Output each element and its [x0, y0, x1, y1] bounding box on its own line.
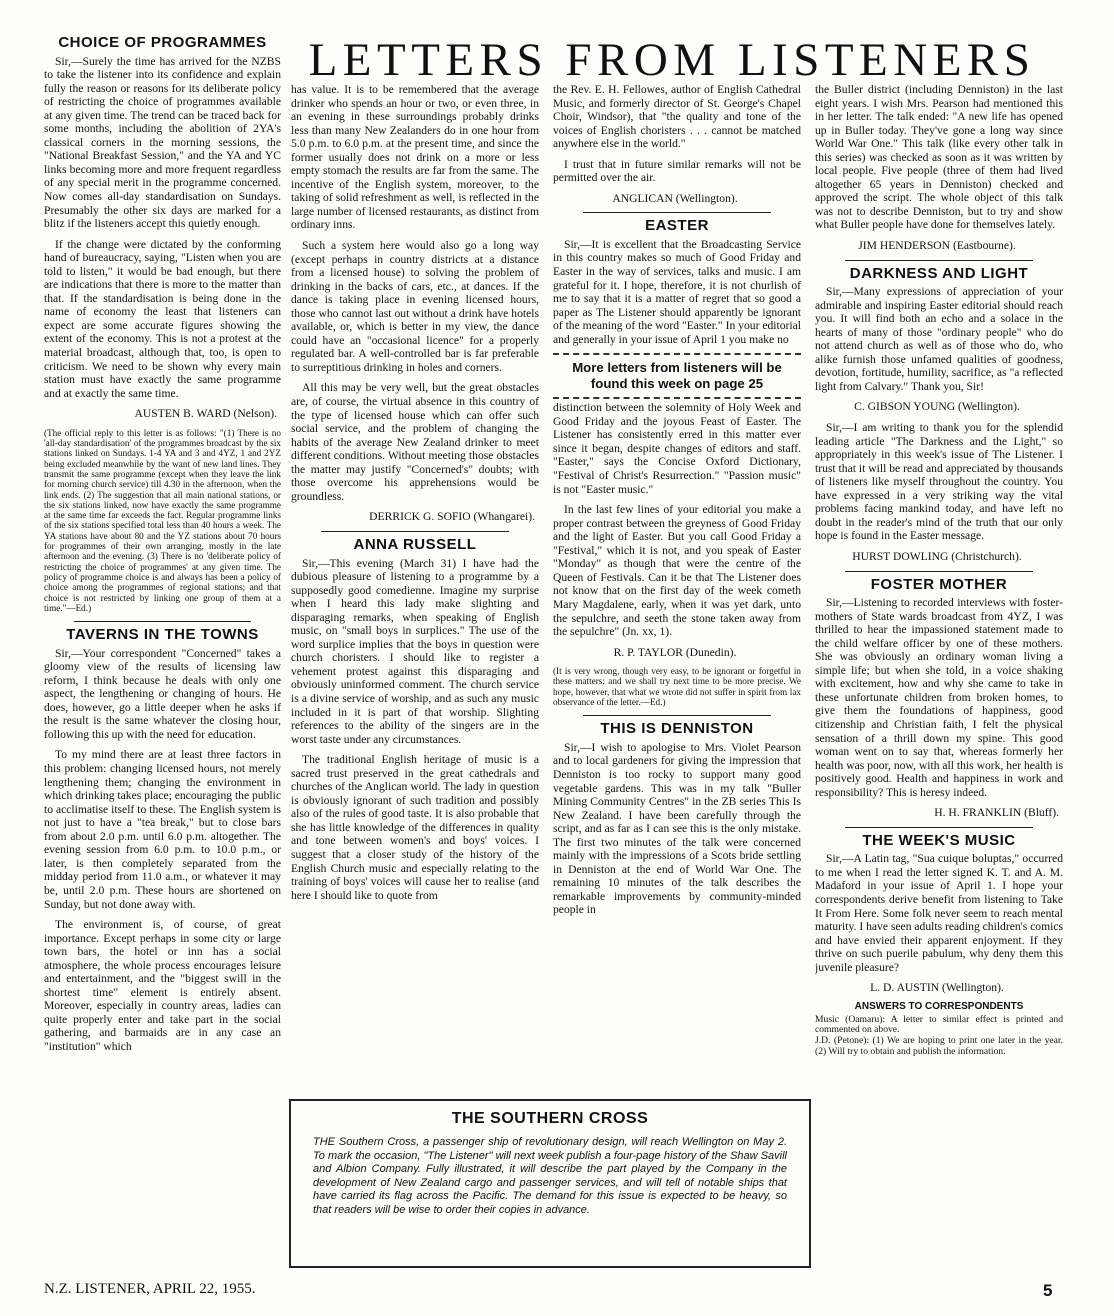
letter-paragraph: All this may be very well, but the great obstacles are, of course, the virtual absence in this country of the type of licensed house which can offer such social service, and the problem of changing the habits of the average New Zealand drinker to meet different conditions. Without meeting those obstacles the matter may justify "Concerned's" doubts; with those overcome his apprehensions would be groundless.: [291, 381, 539, 503]
divider: [845, 571, 1033, 572]
page-number: 5: [1043, 1281, 1053, 1300]
letter-paragraph: distinction between the solemnity of Holy Week and Good Friday and the joyous Feast of Easter. The Listener has consistently erred in this matter ever since it began, despite changes of editors and staff. "Easter," says the Concise Oxford Dictionary, "Festival of Christ's Resurrection." "Passion music" is not "Easter music.": [553, 401, 801, 496]
letter-paragraph: the Buller district (including Denniston) in the last eight years. I wish Mrs. Pearson had mentioned this in her letter. The talk ended: "A new life has opened up in Buller today. They've gone a long way since World War One." This talk (like every other talk in this series) was checked as soon as it was written by local people. Five people (three of them had lived altogether 65 years in Denniston) checked and approved the script. The whole object of this talk was not to describe Denniston, but to try and show what Buller people have done for themselves lately.: [815, 83, 1063, 232]
heading-foster-mother: FOSTER MOTHER: [870, 575, 1008, 593]
letter-paragraph: Sir,—I wish to apologise to Mrs. Violet Pearson and to local gardeners for giving the impression that Denniston is too rocky to support many good vegetable gardens. This was in my talk "Buller Mining Community Centres" in the ZB series This Is New Zealand. I have been carefully through the script, and as far as I can see this is the only mistake. The first two minutes of the talk were concerned mainly with the impressions of a Scots bride settling in Denniston at the end of World War One. The remaining 10 minutes of the talk describes the remarkable improvements by community-minded people in: [553, 740, 801, 917]
heading-the-weeks-music: THE WEEK'S MUSIC: [862, 831, 1016, 849]
column-1: [44, 33, 281, 1269]
letter-paragraph: To my mind there are at least three factors in this problem: changing licensed hours, not merely lengthening them; changing the environment in which drinking takes place; encouraging the public to acclimatise itself to these. The English system is not just to have a "tea break," but to close bars from about 2.0 p.m. until 6.0 p.m. altogether. The evening session from 6.0 p.m. to 10.0 p.m., or later, is then completely separated from the midday period from 11.0 a.m., or whatever it may be, until 2.0 p.m. These hours are shortened on Sunday, but not done away with.: [44, 748, 281, 911]
letter-paragraph: Sir,—A Latin tag, "Sua cuique boluptas," occurred to me when I read the letter signed K. T. and A. M. Madaford in your issue of April 1. I hope your correspondents derive benefit from listening to Take It From Here. Some folk never seem to reach mental maturity. I have seen adults reading children's comics and have envied their apparent enjoyment. If they thrive on such puerile pabulum, why deny them this juvenile pleasure?: [815, 852, 1063, 974]
column-3: [553, 83, 801, 1095]
answers-heading: ANSWERS TO CORRESPONDENTS: [854, 1000, 1024, 1012]
divider: [845, 260, 1033, 261]
letter-paragraph: The environment is, of course, of great importance. Except perhaps in some city or large town bars, the hotel or inn has a social atmosphere, the whole process encourages leisure and entertainment, and the "biggest swill in the shortest time" element is entirely absent. Moreover, especially in country areas, ladies can quite properly enter and take part in the social gathering, and barmaids are in any case an "institution" which: [44, 918, 281, 1053]
editor-note: (It is very wrong, though very easy, to be ignorant or forgetful in these matters; and we shall try next time to be more precise. We hope, however, that what we wrote did not suffer in spirit from lax observance of the letter.—Ed.): [553, 666, 801, 708]
letter-paragraph: Sir,—Listening to recorded interviews with foster-mothers of State wards broadcast from 4YZ, I was thrilled to hear the impassioned statement made to the child welfare officer by one of these mothers. She was obviously an ordinary woman living a simple life; but when she told, in a voice shaking with excitement, how and why she came to take in these unfortunate children from broken homes, to give them the foundations of happiness, good citizenship and Christian faith, I felt the physical sensation of a thrill down my spine. This good woman went on to say that, whereas formerly her health was poor, now, with all this work, her health is positively good. Health and happiness in work and responsibility? This is heresy indeed.: [815, 596, 1063, 799]
letter-paragraph: Sir,—Many expressions of appreciation of your admirable and inspiring Easter editorial should reach you. It will find both an echo and a solace in the hearts of many of those "ordinary people" who do not attend church as well as of those who do, who alike furnish those unfamed qualities of goodness, devotion, fortitude, humility, sacrifice, as "a reflected light from Calvary." Thank you, Sir!: [815, 285, 1063, 393]
letter-signature: AUSTEN B. WARD (Nelson).: [134, 407, 277, 421]
southern-cross-announcement: [289, 1099, 811, 1268]
letter-paragraph: In the last few lines of your editorial you make a proper contrast between the greyness of Good Friday and the light of Easter. But you call Good Friday a "Festival," which it is not, and you speak of Easter "Monday" as though that were the centre of the Queen of Festivals. Can it be that The Listener does not know that on the first day of the week cometh Mary Magdalene, early, when it was yet dark, unto the sepulchre, and seeth the stone taken away from the sepulchre" (Jn. xx, 1).: [553, 503, 801, 639]
letter-signature: HURST DOWLING (Christchurch).: [852, 549, 1022, 563]
letter-paragraph: the Rev. E. H. Fellowes, author of English Cathedral Music, and formerly director of St. George's Chapel Choir, Windsor), that "the quality and tone of the voices of English choristers . . . cannot be matched anywhere else in the world.": [553, 83, 801, 151]
heading-darkness-and-light: DARKNESS AND LIGHT: [849, 264, 1029, 282]
letter-paragraph: has value. It is to be remembered that the average drinker who spends an hour or two, or even three, in an evening in these surroundings probably drinks less than many New Zealanders do in one hour from 5.0 p.m. to 6.0 p.m. at the present time, and since the former usually does not drink on a more or less empty stomach the results are far from the same. The incentive of the English system, moreover, to the taking of solid refreshment as well, is reflected in the large number of licensed restaurants, as distinct from ordinary inns.: [291, 83, 539, 232]
heading-anna-russell: ANNA RUSSELL: [353, 535, 477, 553]
answers-to-correspondents: [815, 1002, 1063, 1058]
column-2: [291, 83, 539, 1095]
dashed-divider: [553, 353, 801, 355]
divider: [321, 531, 509, 532]
letter-signature: L. D. AUSTIN (Wellington).: [870, 981, 1004, 995]
announcement-text: THE Southern Cross, a passenger ship of revolutionary design, will reach Wellington on May 2. To mark the occasion, "The Listener" will next week publish a four-page history of the Shaw Savill and Albion Company. Fully illustrated, it will describe the part played by the Company in the development of New Zealand cargo and passenger services, and will tell of notable ships that have carried its flag across the Pacific. The demand for this issue is expected to be heavy, so that readers will be wise to order their copies in advance.: [313, 1136, 787, 1216]
letter-paragraph: If the change were dictated by the conforming hand of bureaucracy, saying, "Listen when you are told to listen," it would be bad enough, but there are indications that there is more to the matter than that. If the standardisation is being done in the name of economy the least that listeners can expect are some accurate figures showing the extent of the economy. This is not a protest at the material broadcast, although that, too, is open to criticism. We need to be shown why every main station must have exactly the same programme and at exactly the same time.: [44, 237, 281, 400]
answer-item: J.D. (Petone): (1) We are hoping to print one later in the year. (2) Will try to obtain and publish the information.: [815, 1035, 1063, 1057]
letter-paragraph: Such a system here would also go a long way (except perhaps in country districts at a distance from a licensed house) to solving the problem of drinking in the backs of cars, etc., at dances. If the dance is taking place in evening licensed hours, those who cannot last out without a drink have hotels available, or, which is better in my view, the dance could have an "occasional licence" for a properly regulated bar. A well-controlled bar is far preferable to surreptitious drinking in holes and corners.: [291, 239, 539, 374]
heading-this-is-denniston: THIS IS DENNISTON: [600, 720, 754, 738]
heading-easter: EASTER: [645, 217, 709, 235]
issue-footer: N.Z. LISTENER, APRIL 22, 1955.: [44, 1281, 256, 1297]
letter-signature: ANGLICAN (Wellington).: [612, 191, 738, 205]
letter-signature: JIM HENDERSON (Eastbourne).: [858, 239, 1016, 253]
letter-paragraph: Sir,—It is excellent that the Broadcasting Service in this country makes so much of Good Friday and Easter in the way of services, talks and music. I am grateful for it. I hope, therefore, it is not churlish of me to say that it is a matter of regret that so good a paper as The Listener should apparently be ignorant of the meaning of the word "Easter." In your editorial and generally in your issue of April 1 you make no: [553, 237, 801, 346]
divider: [583, 212, 771, 213]
letter-paragraph: Sir,—Surely the time has arrived for the NZBS to take the listener into its confidence and explain fully the reason or reasons for its deliberate policy of restricting the choice of programmes available at any given time. The trend can be traced back for some months, including the abolition of 2YA's classical corners in the morning sessions, the "National Breakfast Session," and the YA and YC links becoming more and more frequent regardless of any special merit in the programme concerned. Now comes all-day standardisation on Sundays. Presumably the other six days are marked for a blitz if the listeners accept this quietly enough.: [44, 54, 281, 231]
answer-item: Music (Oamaru): A letter to similar effect is printed and commented on above.: [815, 1013, 1063, 1036]
column-4: [815, 83, 1063, 1273]
letter-paragraph: I trust that in future similar remarks will not be permitted over the air.: [553, 157, 801, 185]
divider: [74, 621, 251, 622]
dashed-divider: [553, 397, 801, 399]
divider: [845, 827, 1033, 828]
letter-signature: R. P. TAYLOR (Dunedin).: [613, 645, 737, 659]
announcement-title: THE SOUTHERN CROSS: [451, 1110, 649, 1127]
letter-signature: C. GIBSON YOUNG (Wellington).: [854, 400, 1020, 414]
letter-signature: DERRICK G. SOFIO (Whangarei).: [369, 510, 535, 524]
letter-signature: H. H. FRANKLIN (Bluff).: [934, 806, 1059, 820]
letter-paragraph: Sir,—I am writing to thank you for the splendid leading article "The Darkness and the Light," so appropriately in this week's issue of The Listener. I trust that it will be read and appreciated by thousands of listeners like myself throughout the country. You have expressed in a very striking way the vital problems facing mankind today, and have left no doubt in the reader's mind of the truth that our only hope is found in the Easter message.: [815, 421, 1063, 543]
divider: [583, 715, 771, 716]
letter-paragraph: Sir,—This evening (March 31) I have had the dubious pleasure of listening to a programme by a supposedly good comedienne. Imagine my surprise when I heard this lady make slighting and disparaging remarks, when speaking of English music, on "small boys in surplices." The use of the word surplice implies that the boys in question were church choristers. I should like to register a vehement protest against this disparaging and obviously uninformed comment. The church service is a divine service of worship, and as such any music included in it is part of that worship. Slighting references to the ability of the singers are in the worst taste under any circumstances.: [291, 556, 539, 746]
heading-taverns-in-the-towns: TAVERNS IN THE TOWNS: [66, 626, 259, 644]
letter-paragraph: The traditional English heritage of music is a sacred trust preserved in the great cathedrals and churches of the Anglican world. The lady in question is obviously ignorant of such tradition and possibly also of the rules of good taste. It is also probable that she has little knowledge of the differences in quality and tone between women's and boys' voices. I suggest that a closer study of the history of the English Church music and especially relating to the training of boys' voices will cause her to realise (and here I should like to quote from: [291, 753, 539, 902]
editor-note: (The official reply to this letter is as follows: "(1) There is no 'all-day standardisation' of the programmes broadcast by the six stations linked on Sundays. 1-4 YA and 3 and 4YZ, 1 and 2YZ being excluded meanwhile by the want of new land lines. They transmit the same programme (except when they leave the link for morning church service) till 4.30 in the afternoon, when the link ends. (2) The suggestion that all main national stations, or the six stations linked, now have exactly the same programme at the same time far exceeds the fact. Regular programme links of the six stations specified total less than 40 hours a week. The YA stations have about 80 and the YZ stations about 70 hours for programmes of their own arranging, mostly in the late afternoon and the evening. (3) There is no 'deliberate policy of restricting the choice of programmes' at any given time. The policy of programme choice is and always has been a policy of choice among the programmes of regional stations; and that choice is not restricted by linking one group of them at a time."—Ed.): [44, 427, 281, 613]
heading-choice-of-programmes: CHOICE OF PROGRAMMES: [58, 34, 267, 51]
more-letters-notice: More letters from listeners will be found this week on page 25: [572, 360, 782, 392]
masthead-title: LETTERS FROM LISTENERS: [308, 34, 1036, 86]
letter-paragraph: Sir,—Your correspondent "Concerned" takes a gloomy view of the results of licensing law reform, I think because he deals with only one aspect, the lengthening or changing of hours. He does, however, go a little deeper when he asks if the result is the same whatever the closing hour, following this up with the need for education.: [44, 646, 281, 741]
